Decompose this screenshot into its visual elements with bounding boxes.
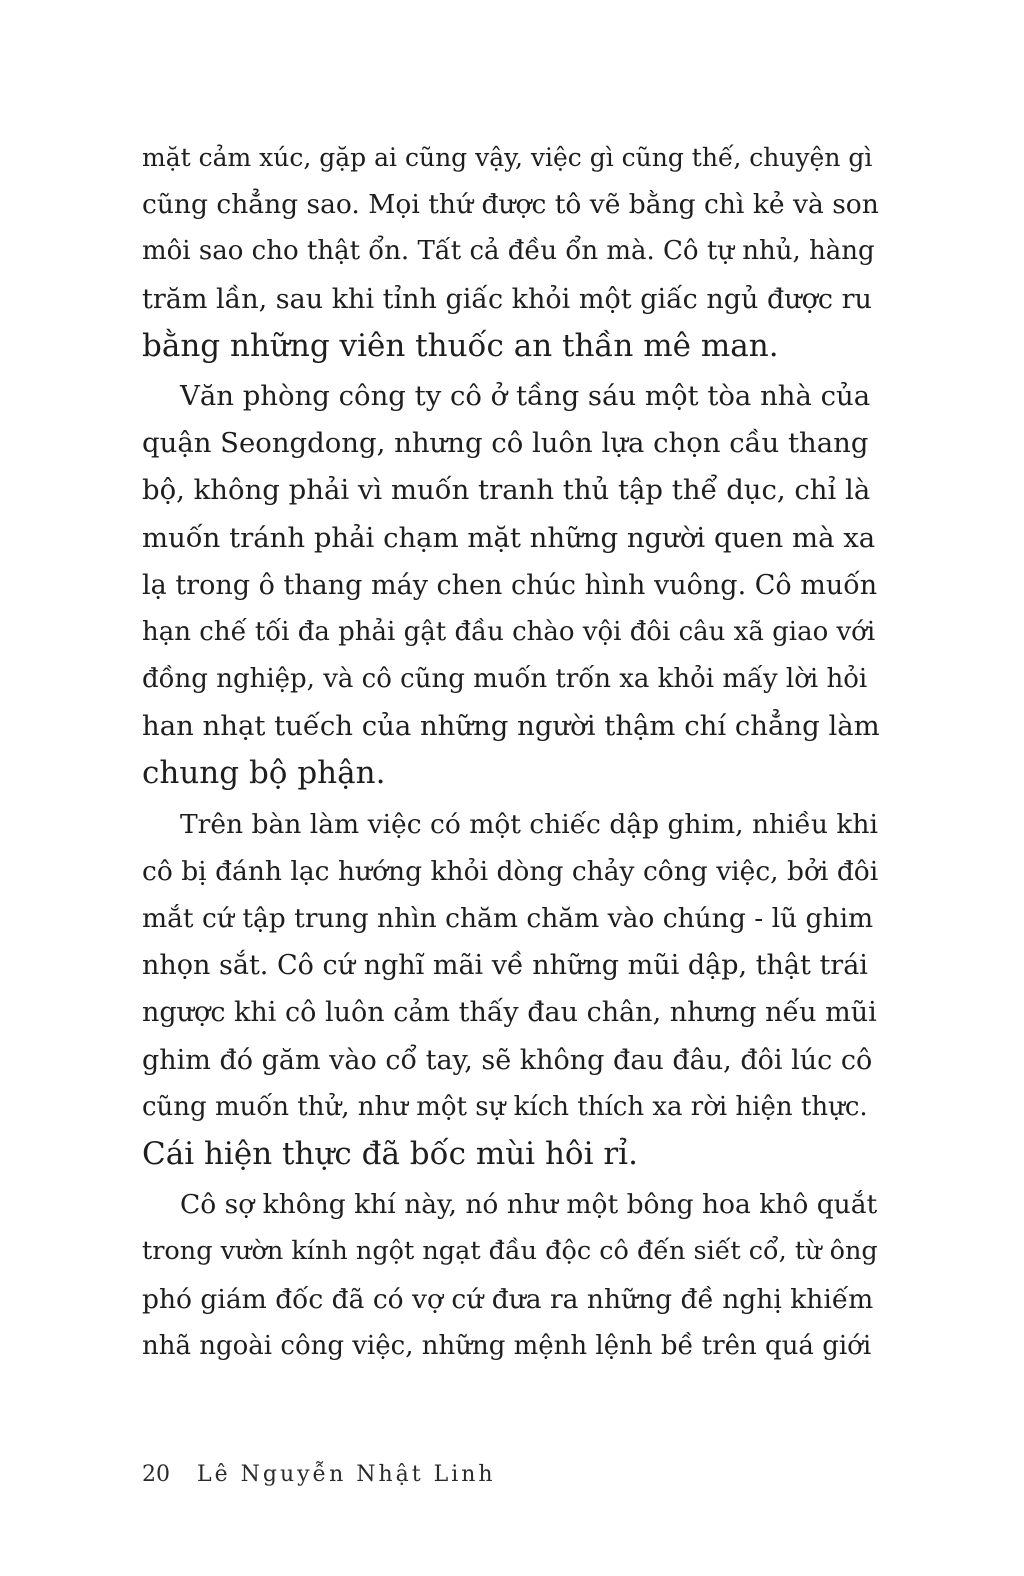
text-line: quận Seongdong, nhưng cô luôn lựa chọn cầu thang — [142, 427, 869, 460]
text-line: cũng chẳng sao. Mọi thứ được tô vẽ bằng chì kẻ và son — [142, 189, 879, 221]
text-line: Văn phòng công ty cô ở tầng sáu một tòa nhà của — [180, 379, 871, 412]
text-line: ngược khi cô luôn cảm thấy đau chân, nhưng nếu mũi — [142, 997, 877, 1029]
text-line: cũng muốn thử, như một sự kích thích xa rời hiện thực. — [142, 1091, 868, 1122]
text-line: bằng những viên thuốc an thần mê man. — [142, 327, 779, 364]
text-line: lạ trong ô thang máy chen chúc hình vuông. Cô muốn — [142, 569, 878, 601]
text-line: hạn chế tối đa phải gật đầu chào vội đôi câu xã giao với — [142, 616, 876, 647]
text-line: han nhạt tuếch của những người thậm chí chẳng làm — [142, 710, 880, 743]
text-line: đồng nghiệp, và cô cũng muốn trốn xa khỏi mấy lời hỏi — [142, 664, 868, 695]
text-line: nhọn sắt. Cô cứ nghĩ mãi về những mũi dập, thật trái — [142, 950, 868, 982]
paragraph — [142, 801, 880, 1179]
paragraph — [142, 1181, 880, 1370]
paragraph — [142, 134, 880, 370]
text-line: ghim đó găm vào cổ tay, sẽ không đau đâu, đôi lúc cô — [142, 1044, 873, 1076]
text-line: mặt cảm xúc, gặp ai cũng vậy, việc gì cũng thế, chuyện gì — [142, 143, 873, 172]
page-number: 20 — [142, 1462, 170, 1487]
text-line: Cái hiện thực đã bốc mùi hôi rỉ. — [142, 1135, 638, 1172]
text-line: chung bộ phận. — [142, 755, 386, 792]
text-line: Trên bàn làm việc có một chiếc dập ghim, nhiều khi — [180, 808, 878, 840]
body-text — [142, 134, 880, 1370]
text-line: cô bị đánh lạc hướng khỏi dòng chảy công việc, bởi đôi — [142, 855, 879, 887]
running-footer-author: Lê Nguyễn Nhật Linh — [197, 1462, 496, 1487]
page-footer — [142, 1462, 496, 1487]
text-line: môi sao cho thật ổn. Tất cả đều ổn mà. Cô tự nhủ, hàng — [142, 236, 875, 267]
text-line: phó giám đốc đã có vợ cứ đưa ra những đề nghị khiếm — [142, 1283, 874, 1315]
text-line: trong vườn kính ngột ngạt đầu độc cô đến siết cổ, từ ông — [142, 1236, 878, 1267]
text-line: bộ, không phải vì muốn tranh thủ tập thể dục, chỉ là — [142, 474, 871, 507]
text-line: nhã ngoài công việc, những mệnh lệnh bề trên quá giới — [142, 1330, 872, 1361]
text-line: muốn tránh phải chạm mặt những người quen mà xa — [142, 521, 876, 554]
paragraph — [142, 373, 880, 798]
text-line: trăm lần, sau khi tỉnh giấc khỏi một giấc ngủ được ru — [142, 283, 872, 315]
text-line: mắt cứ tập trung nhìn chăm chăm vào chúng - lũ ghim — [142, 903, 874, 934]
text-line: Cô sợ không khí này, nó như một bông hoa khô quắt — [180, 1189, 878, 1221]
